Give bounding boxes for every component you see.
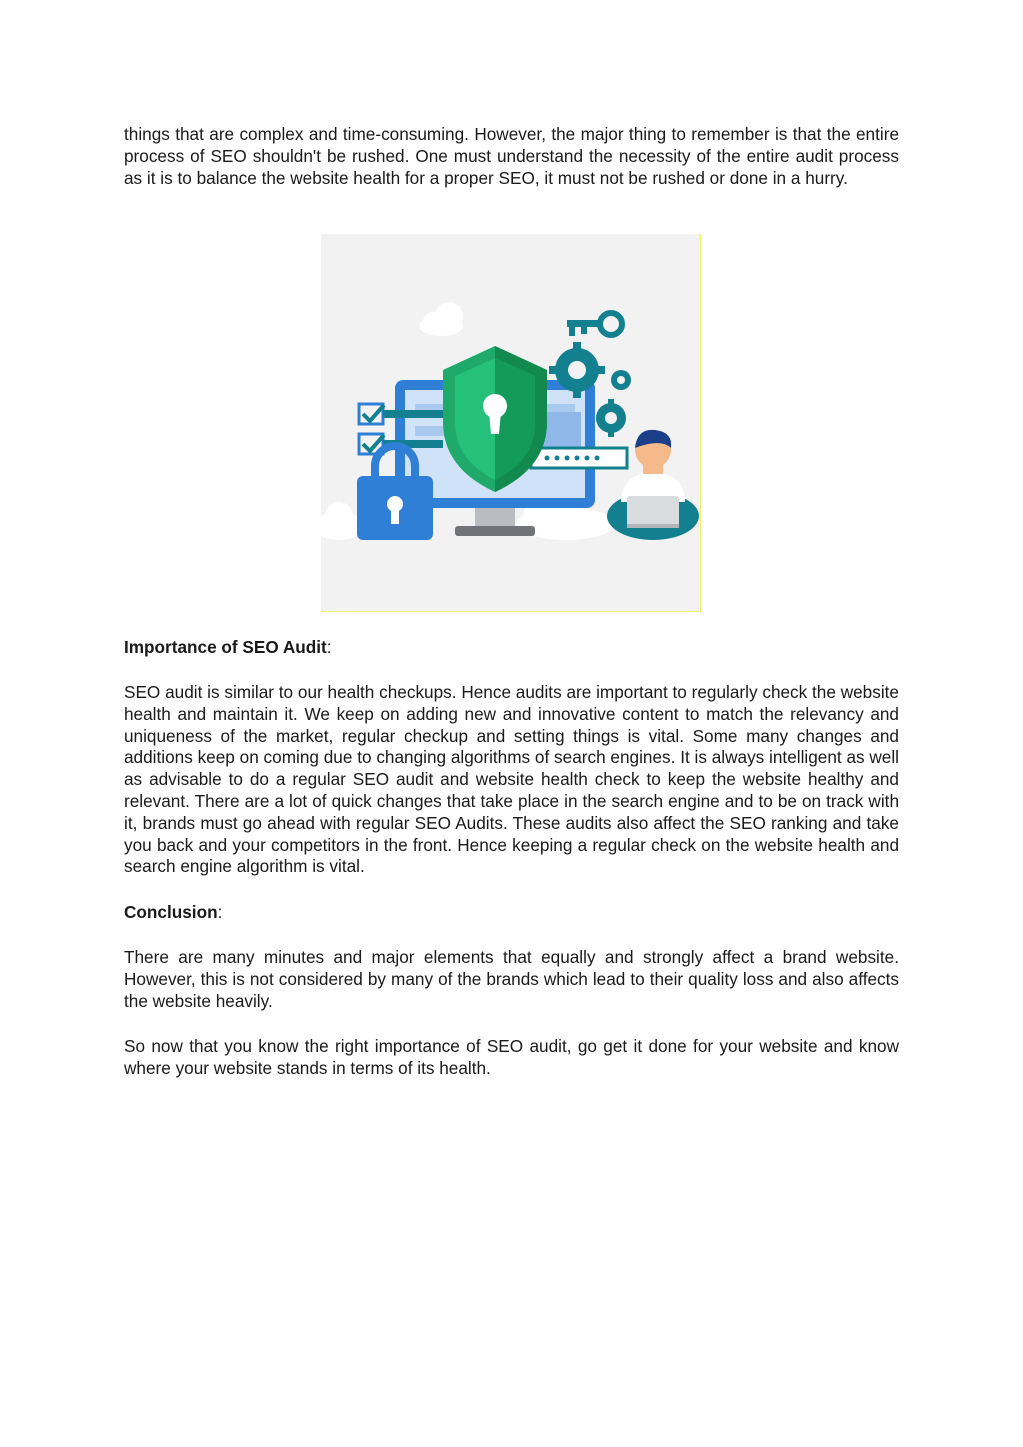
- cloud-icon: [419, 302, 463, 336]
- importance-paragraph: SEO audit is similar to our health checkups. Hence audits are important to regularly check the website health and maintain it. We keep on adding new and innovative content to match the relevancy and uniqueness of the market, regular checkup and setting things is vital. Some many changes and additions keep on coming due to changing algorithms of search engines. It is always intelligent as well as advisable to do a regular SEO audit and website health check to keep the website healthy and relevant. There are a lot of quick changes that take place in the search engine and to be on track with it, brands must go ahead with regular SEO Audits. These audits also affect the SEO ranking and take you back and your competitors in the front. Hence keeping a regular check on the website health and search engine algorithm is vital.: [124, 682, 899, 877]
- password-field-icon: [531, 448, 627, 468]
- seo-security-illustration: [321, 234, 701, 612]
- importance-heading-text: Importance of SEO Audit: [124, 637, 327, 657]
- final-paragraph: So now that you know the right importance of SEO audit, go get it done for your website and know where your website stands in terms of its health.: [124, 1036, 899, 1078]
- gear-icon: [611, 370, 631, 390]
- key-icon: [567, 313, 622, 336]
- conclusion-heading: [124, 902, 222, 924]
- person-with-laptop-icon: [607, 430, 699, 540]
- gear-icon: [596, 399, 626, 437]
- conclusion-paragraph: There are many minutes and major elements that equally and strongly affect a brand website. However, this is not considered by many of the brands which lead to their quality loss and also affects the website heavily.: [124, 947, 899, 1011]
- importance-heading: [124, 637, 332, 659]
- conclusion-heading-text: Conclusion: [124, 902, 218, 922]
- conclusion-heading-colon: :: [217, 902, 223, 922]
- importance-heading-colon: :: [326, 637, 332, 657]
- intro-paragraph: things that are complex and time-consuming. However, the major thing to remember is that the entire process of SEO shouldn't be rushed. One must understand the necessity of the entire audit process as it is to balance the website health for a proper SEO, it must not be rushed or done in a hurry.: [124, 124, 899, 188]
